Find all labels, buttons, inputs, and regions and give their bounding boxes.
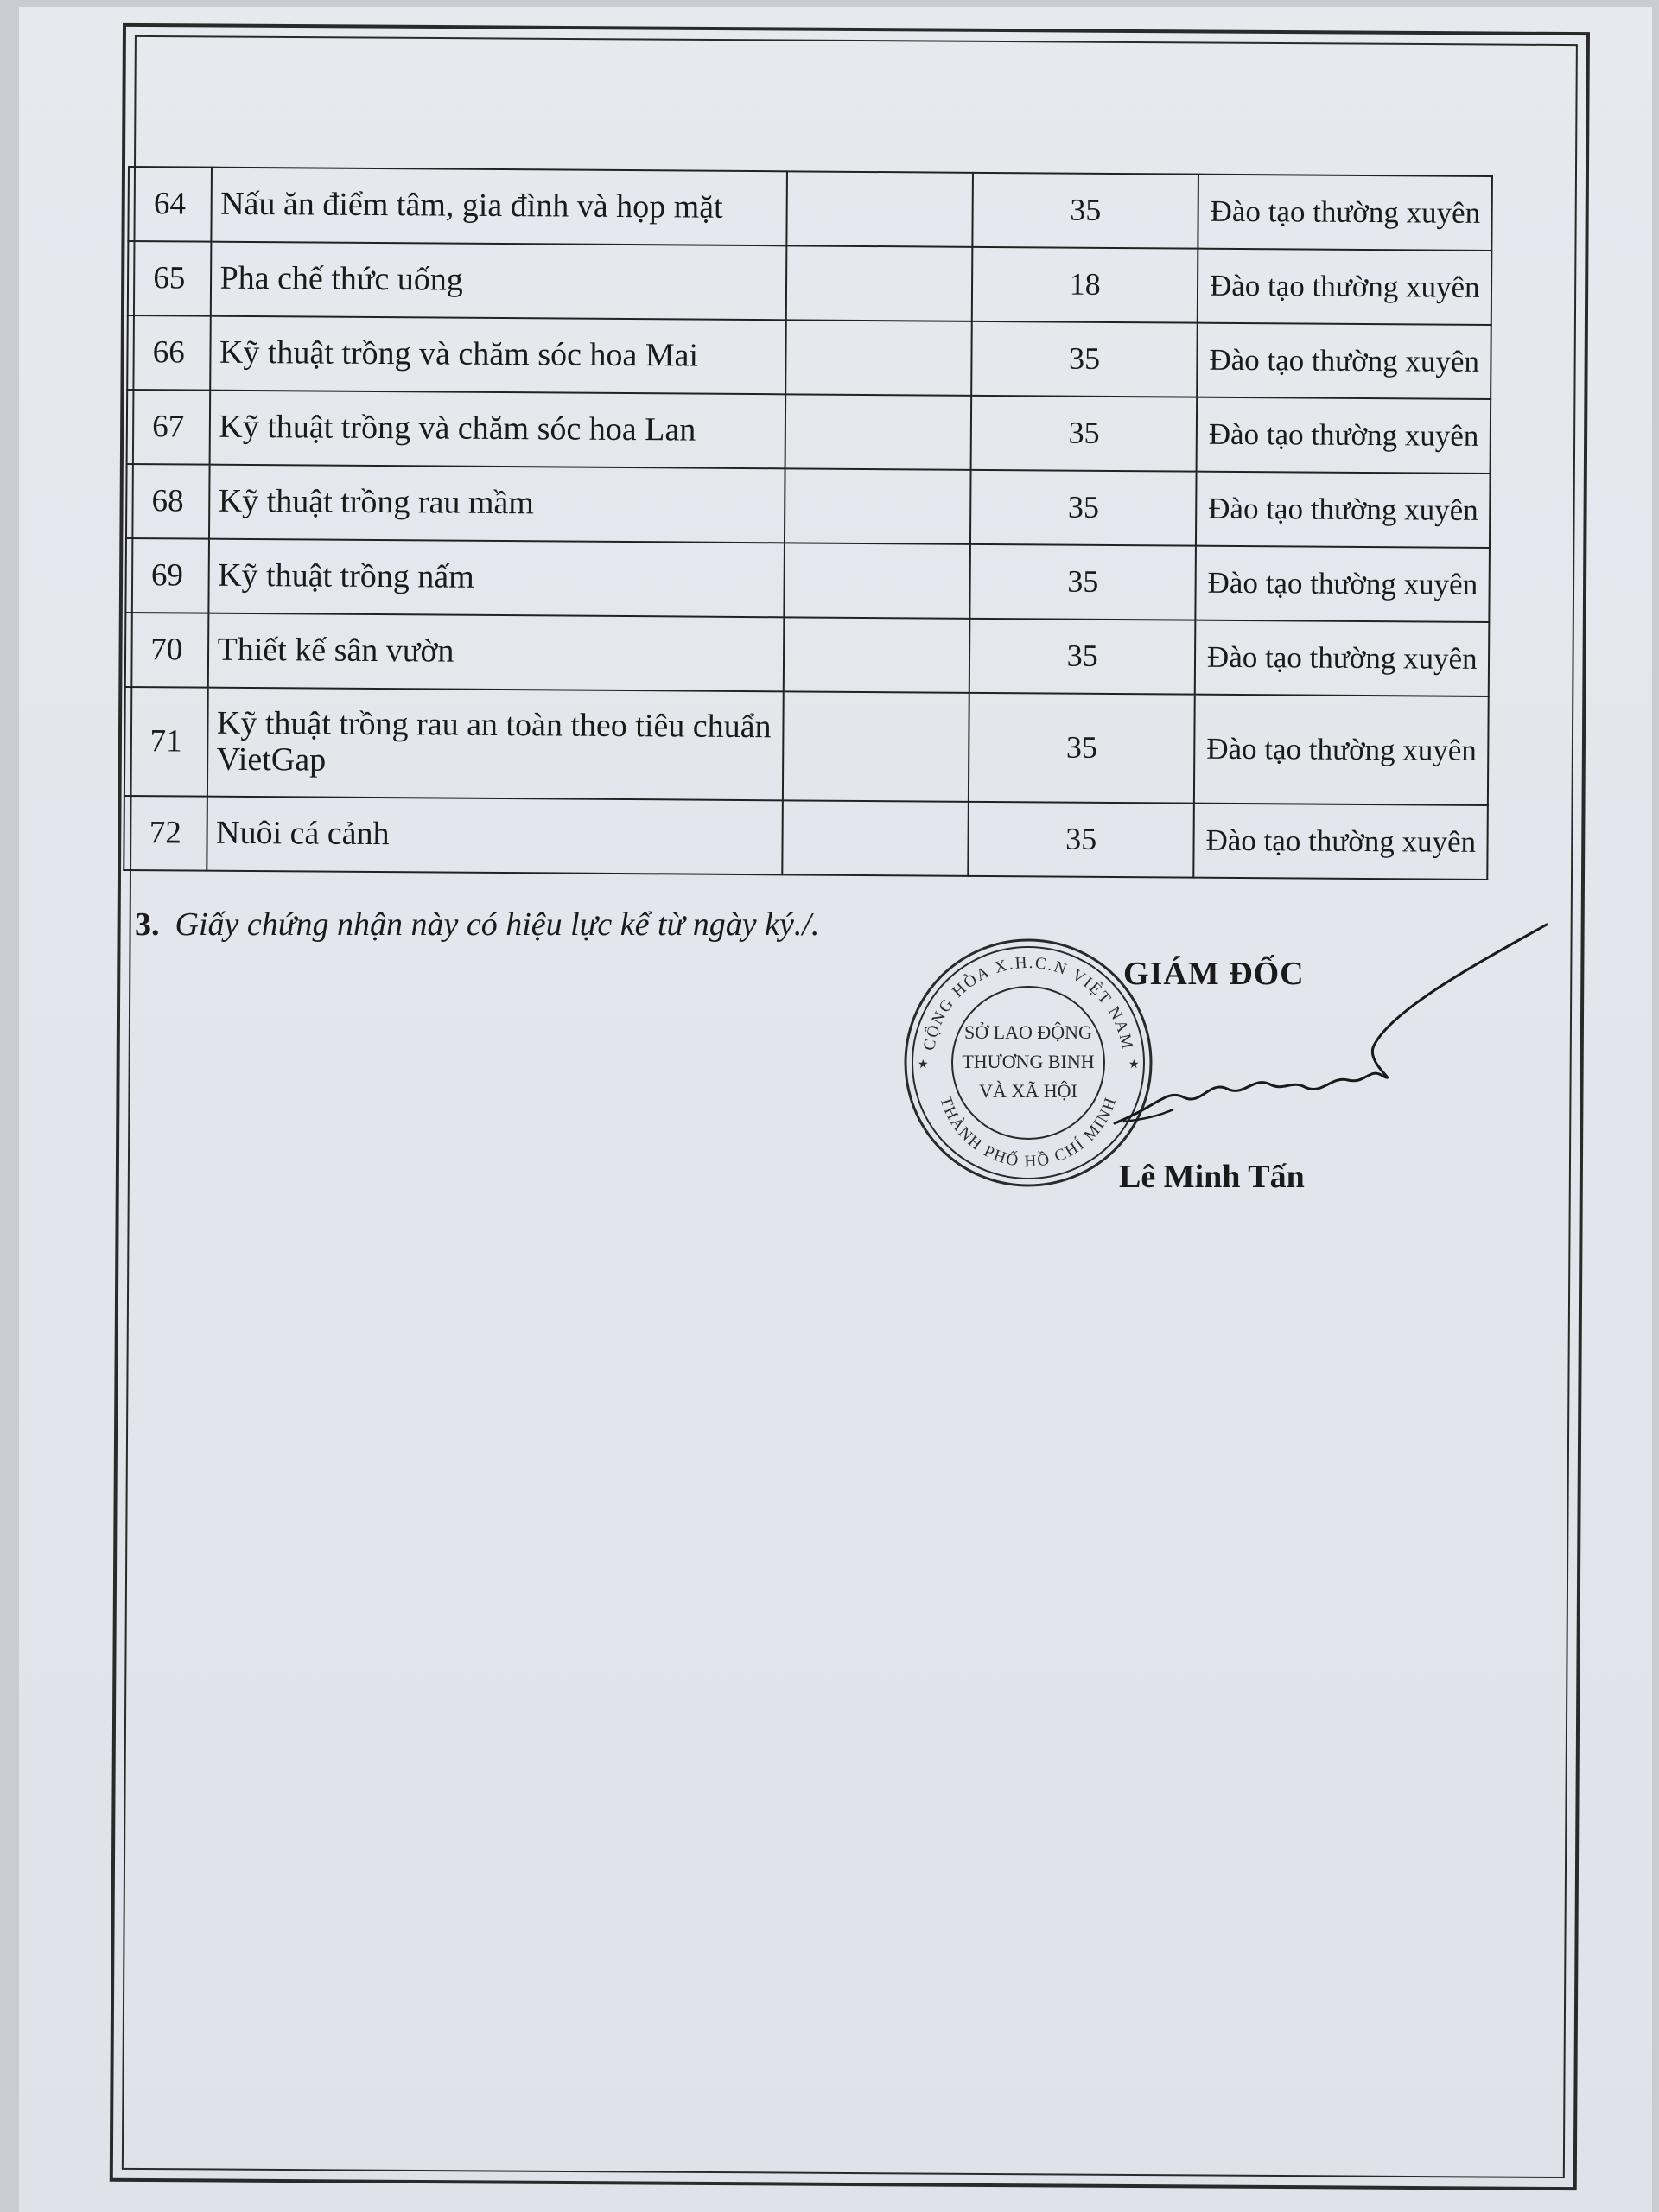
- row-number: 67: [127, 390, 210, 465]
- row-number: 71: [124, 687, 207, 797]
- course-name: Pha chế thức uống: [210, 242, 786, 321]
- course-hours: 35: [970, 396, 1197, 472]
- row-number: 64: [128, 167, 211, 242]
- empty-cell: [786, 171, 972, 246]
- svg-text:★: ★: [918, 1058, 929, 1071]
- course-hours: 35: [969, 544, 1196, 620]
- empty-cell: [784, 543, 969, 618]
- stamp-line-1: SỞ LAO ĐỘNG: [964, 1021, 1092, 1043]
- course-name: Kỹ thuật trồng nấm: [208, 539, 785, 618]
- table-row: [128, 241, 1492, 325]
- stamp-ring-text: CỘNG HÒA X.H.C.N VIỆT NAM: [919, 953, 1137, 1052]
- course-hours: 35: [969, 693, 1195, 804]
- empty-cell: [785, 320, 971, 395]
- course-name: Kỹ thuật trồng rau an toàn theo tiêu chuẩn VietGap: [207, 688, 783, 801]
- table-row: [128, 167, 1492, 251]
- course-name: Nấu ăn điểm tâm, gia đình và họp mặt: [211, 168, 787, 246]
- course-hours: 35: [970, 470, 1197, 546]
- training-form: Đào tạo thường xuyên: [1197, 397, 1491, 474]
- handwritten-signature: [1106, 916, 1555, 1141]
- training-form: Đào tạo thường xuyên: [1198, 323, 1491, 399]
- table-row: [125, 538, 1490, 622]
- course-hours: 35: [969, 619, 1196, 695]
- course-name: Kỹ thuật trồng và chăm sóc hoa Lan: [209, 391, 785, 469]
- table-row: [126, 464, 1491, 548]
- training-form: Đào tạo thường xuyên: [1196, 546, 1490, 622]
- empty-cell: [786, 245, 972, 321]
- course-hours: 18: [972, 247, 1198, 323]
- training-form: Đào tạo thường xuyên: [1198, 249, 1491, 325]
- training-form: Đào tạo thường xuyên: [1194, 695, 1488, 805]
- stamp-line-2: THƯƠNG BINH: [962, 1051, 1095, 1072]
- training-form: Đào tạo thường xuyên: [1194, 804, 1488, 880]
- table-row: [124, 796, 1488, 880]
- training-form: Đào tạo thường xuyên: [1198, 175, 1492, 251]
- empty-cell: [782, 800, 968, 875]
- course-hours: 35: [971, 321, 1198, 397]
- row-number: 69: [125, 538, 208, 613]
- empty-cell: [785, 468, 970, 543]
- training-form: Đào tạo thường xuyên: [1195, 620, 1489, 696]
- validity-note: [135, 906, 819, 944]
- empty-cell: [783, 691, 969, 801]
- empty-cell: [784, 617, 969, 692]
- signer-name: Lê Minh Tấn: [1119, 1159, 1305, 1195]
- row-number: 72: [124, 796, 207, 871]
- training-form: Đào tạo thường xuyên: [1196, 472, 1490, 548]
- stamp-line-3: VÀ XÃ HỘI: [979, 1080, 1077, 1102]
- table-row: [124, 687, 1489, 805]
- course-name: Nuôi cá cảnh: [207, 797, 783, 875]
- course-hours: 35: [972, 173, 1198, 249]
- table-row: [127, 390, 1491, 474]
- course-table: [123, 166, 1493, 880]
- svg-text:★: ★: [1128, 1058, 1140, 1071]
- row-number: 65: [128, 241, 211, 316]
- table-row: [127, 315, 1491, 399]
- note-text: Giấy chứng nhận này có hiệu lực kể từ ngày ký./.: [175, 906, 820, 943]
- row-number: 66: [127, 315, 210, 391]
- course-hours: 35: [968, 802, 1194, 878]
- row-number: 70: [125, 613, 208, 688]
- course-name: Thiết kế sân vườn: [207, 613, 784, 692]
- note-number: 3.: [135, 906, 160, 943]
- course-name: Kỹ thuật trồng rau mầm: [208, 465, 785, 543]
- row-number: 68: [126, 464, 209, 539]
- director-title: GIÁM ĐỐC: [1123, 956, 1305, 992]
- course-name: Kỹ thuật trồng và chăm sóc hoa Mai: [210, 316, 786, 395]
- table-row: [125, 613, 1490, 696]
- empty-cell: [785, 394, 971, 469]
- stamp-bottom-text: THÀNH PHỐ HỒ CHÍ MINH: [936, 1094, 1121, 1172]
